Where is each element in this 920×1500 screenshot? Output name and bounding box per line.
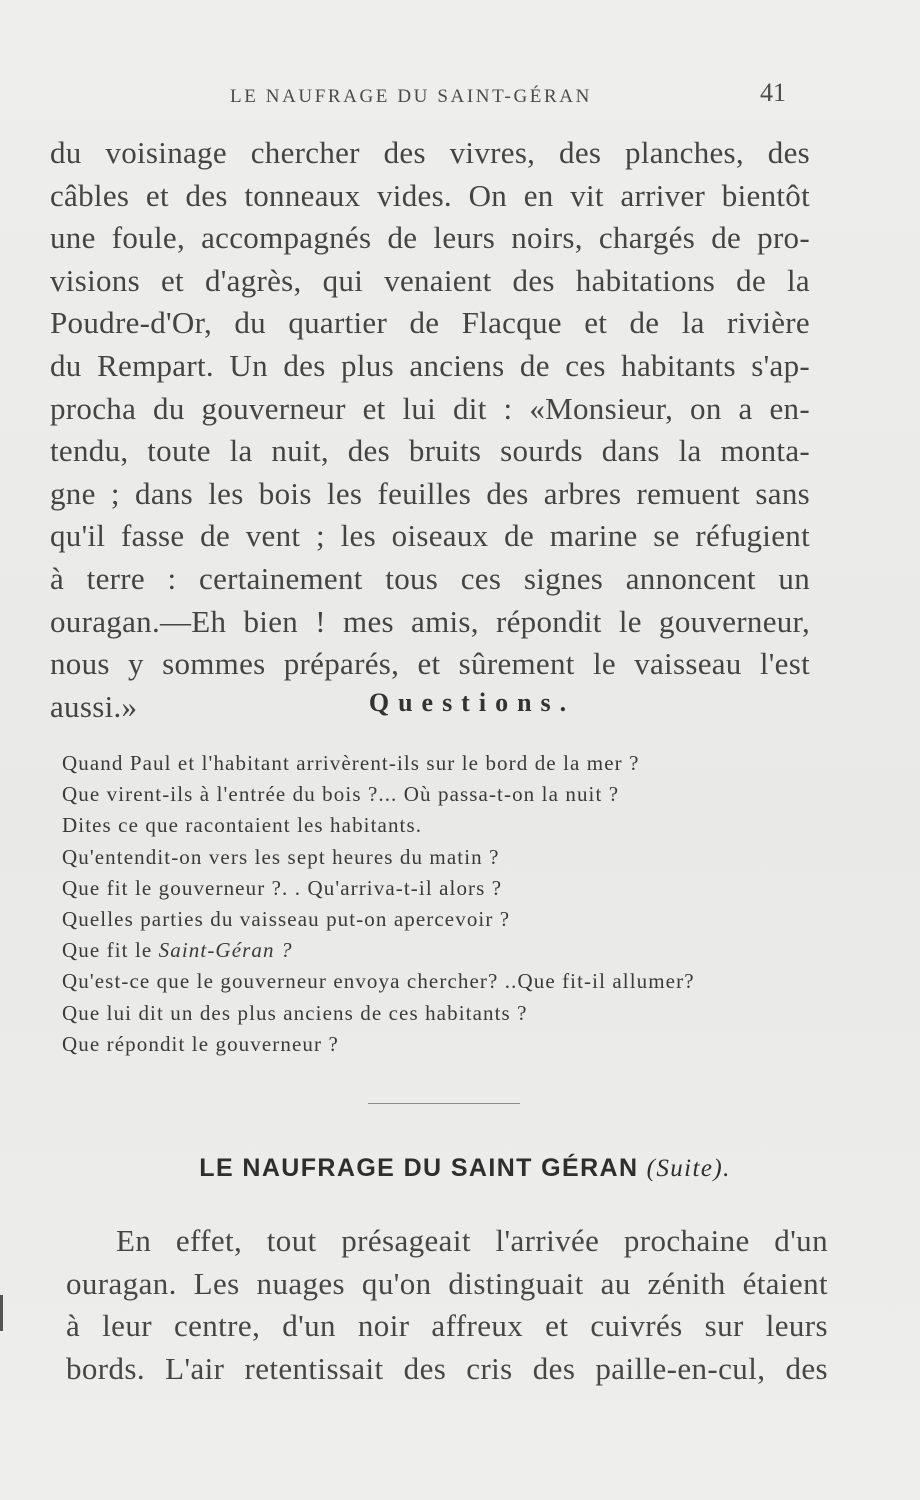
- text-line: tendu, toute la nuit, des bruits sourds dans la monta-: [50, 433, 810, 469]
- text-line: Poudre-d'Or, du quartier de Flacque et de la rivière: [50, 305, 810, 341]
- question-item: Quand Paul et l'habitant arrivèrent-ils sur le bord de la mer ?: [62, 751, 640, 775]
- question-item: Qu'est-ce que le gouverneur envoya chercher? ..Que fit-il allumer?: [62, 969, 695, 994]
- page-edge-mark: [0, 1295, 3, 1331]
- running-title: LE NAUFRAGE DU SAINT-GÉRAN: [230, 86, 592, 107]
- question-list: [62, 748, 802, 1060]
- question-text: Que fit le: [62, 938, 153, 963]
- questions-heading: Questions.: [368, 688, 576, 717]
- question-item: Quelles parties du vaisseau put-on apercevoir ?: [62, 907, 511, 932]
- ship-name-italic: Saint-Géran ?: [158, 938, 293, 963]
- section-title-main: LE NAUFRAGE DU SAINT GÉRAN: [199, 1154, 639, 1182]
- text-line: ouragan.—Eh bien ! mes amis, répondit le gouverneur,: [50, 603, 810, 639]
- question-item: Que répondit le gouverneur ?: [62, 1031, 339, 1056]
- text-line: aussi.»: [50, 688, 138, 724]
- section-title-suite: (Suite).: [646, 1155, 731, 1182]
- question-item: Qu'entendit-on vers les sept heures du matin ?: [62, 844, 500, 869]
- text-line: nous y sommes préparés, et sûrement le vaisseau l'est: [50, 646, 810, 682]
- section-title: [0, 1152, 920, 1183]
- text-line: à terre : certainement tous ces signes annoncent un: [50, 560, 810, 596]
- text-line: qu'il fasse de vent ; les oiseaux de marine se réfugient: [50, 518, 810, 554]
- section-divider: [368, 1103, 520, 1104]
- text-line: une foule, accompagnés de leurs noirs, chargés de pro-: [50, 220, 810, 256]
- question-item: Dites ce que racontaient les habitants.: [62, 813, 423, 838]
- text-line: gne ; dans les bois les feuilles des arbres remuent sans: [50, 475, 810, 511]
- question-item: Que fit le gouverneur ?. . Qu'arriva-t-il alors ?: [62, 875, 503, 900]
- text-line: bords. L'air retentissait des cris des paille-en-cul, des: [66, 1350, 828, 1386]
- text-line: câbles et des tonneaux vides. On en vit arriver bientôt: [50, 177, 810, 213]
- question-item: Que lui dit un des plus anciens de ces habitants ?: [62, 1000, 528, 1025]
- text-line: du voisinage chercher des vivres, des planches, des: [50, 135, 810, 170]
- paragraph-2: [66, 1220, 828, 1390]
- text-line: En effet, tout présageait l'arrivée prochaine d'un: [116, 1223, 828, 1258]
- question-item: [62, 935, 802, 966]
- text-line: du Rempart. Un des plus anciens de ces habitants s'ap-: [50, 347, 810, 383]
- paragraph-1: [50, 132, 810, 728]
- running-head: [0, 78, 920, 114]
- text-line: ouragan. Les nuages qu'on distinguait au zénith étaient: [66, 1265, 828, 1301]
- text-line: procha du gouverneur et lui dit : «Monsieur, on a en-: [50, 390, 810, 426]
- text-line: visions et d'agrès, qui venaient des habitations de la: [50, 262, 810, 298]
- text-line: à leur centre, d'un noir affreux et cuivrés sur leurs: [66, 1308, 828, 1343]
- question-item: Que virent-ils à l'entrée du bois ?... Où passa-t-on la nuit ?: [62, 782, 620, 807]
- page-number: 41: [760, 78, 786, 107]
